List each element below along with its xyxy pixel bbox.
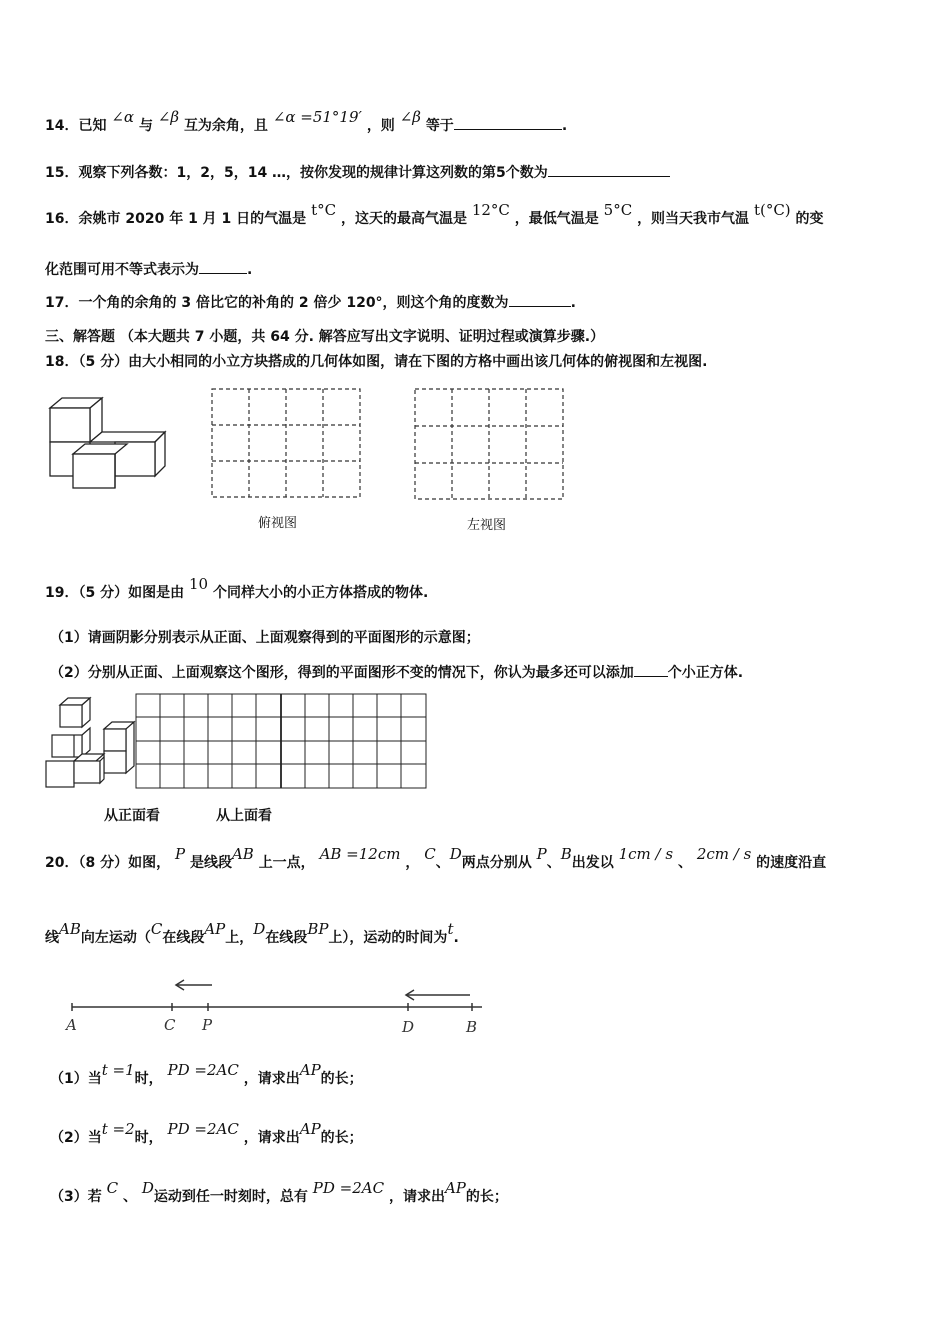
q20-s3-text-d: ，请求出: [388, 1189, 445, 1205]
question-17: [45, 292, 576, 313]
q20-s1-text-c: ，请求出: [243, 1071, 300, 1087]
q14-beta2: ∠β: [399, 108, 421, 126]
q20-s3-text-c: 运动到任一时刻时，总有: [153, 1189, 308, 1205]
question-20-part3: [50, 1179, 508, 1207]
q20-speed-2: 2cm / s: [696, 845, 752, 863]
section-3-title: 三、解答题 （本大题共 7 小题，共 64 分. 解答应写出文字说明、证明过程或演算步骤.）: [45, 329, 605, 345]
q20-s2-AP: AP: [299, 1120, 321, 1138]
q20-s3-D: D: [141, 1179, 154, 1197]
q20-label-B: B: [466, 1018, 478, 1036]
question-14: [45, 108, 568, 136]
q16-text-a: 16．余姚市 2020 年 1 月 1 日的气温是: [45, 211, 307, 227]
q18-left-view-grid: [413, 387, 567, 503]
q20-s3-text-e: 的长；: [465, 1189, 508, 1205]
q20-s2-equation: PD =2AC: [167, 1120, 239, 1138]
q20-text-i: 、: [677, 855, 692, 871]
q16-text-d: ，则当天我市气温: [637, 211, 750, 227]
q20-P2: P: [536, 845, 547, 863]
q14-text-c: 互为余角，且: [183, 118, 268, 134]
q20-text-d: ，: [405, 855, 420, 871]
q20-s1-text-d: 的长；: [320, 1071, 363, 1087]
q20-C: C: [424, 845, 436, 863]
q14-beta: ∠β: [157, 108, 180, 126]
q20-text-b: 是线段: [189, 855, 232, 871]
q20-D: D: [449, 845, 462, 863]
q20-AB: AB: [231, 845, 254, 863]
q19-count: 10: [188, 575, 209, 593]
q14-equation: ∠α =51°19′: [272, 108, 362, 126]
q16-line2-text: 化范围可用不等式表示为: [45, 262, 199, 278]
q14-end: .: [561, 118, 568, 134]
q20-text-g: 、: [546, 855, 561, 871]
question-20-part1: [50, 1061, 363, 1089]
question-20-line2: [45, 920, 459, 948]
q16-text-c: ，最低气温是: [514, 211, 599, 227]
q20-l2-text-d: 上，: [225, 930, 254, 946]
q14-text-b: 与: [138, 118, 153, 134]
q14-text-a: 已知: [78, 118, 107, 134]
q20-line-diagram: [60, 975, 490, 1040]
q19-p2-text-b: 个小正方体.: [667, 665, 744, 681]
q20-s3-text-b: 、: [122, 1189, 137, 1205]
q18-top-view-grid: [210, 387, 364, 501]
q16-answer-blank: [199, 259, 247, 274]
q20-text-c: 上一点，: [258, 855, 315, 871]
q20-speed-1: 1cm / s: [618, 845, 674, 863]
q20-l2-C: C: [150, 920, 163, 938]
question-16-line2: [45, 259, 252, 280]
q16-end: .: [247, 262, 253, 278]
q16-t-paren-celsius: t(°C): [753, 201, 791, 219]
q20-label-P: P: [202, 1016, 213, 1034]
q17-text: 17．一个角的余角的 3 倍比它的补角的 2 倍少 120°，则这个角的度数为: [45, 295, 509, 311]
q20-text-e: 、: [435, 855, 450, 871]
q14-answer-blank: [454, 115, 562, 130]
question-19-part2: [50, 662, 743, 683]
q20-l2-text-g: .: [453, 930, 459, 946]
q15-answer-blank: [548, 162, 670, 177]
q18-cube-figure: [45, 392, 170, 492]
q20-text-a: 20．（8 分）如图，: [45, 855, 171, 871]
q19-front-view-caption: 从正面看: [104, 808, 160, 824]
q20-s2-text-d: 的长；: [320, 1130, 363, 1146]
q20-label-D: D: [402, 1018, 415, 1036]
q16-t-celsius: t°C: [311, 201, 337, 219]
q20-B: B: [560, 845, 572, 863]
q20-s3-equation: PD =2AC: [312, 1179, 385, 1197]
q20-l2-text-c: 在线段: [162, 930, 205, 946]
q18-left-view-caption: 左视图: [467, 518, 507, 533]
q20-s3-C: C: [106, 1179, 119, 1197]
q17-answer-blank: [509, 292, 571, 307]
q16-high-temp: 12°C: [471, 201, 510, 219]
question-16: [45, 201, 824, 229]
q20-l2-text-f: 上），运动的时间为: [328, 930, 448, 946]
question-15: [45, 162, 670, 183]
q20-s1-text-b: 时，: [134, 1071, 163, 1087]
q20-s3-AP: AP: [444, 1179, 466, 1197]
q19-p2-text-a: （2）分别从正面、上面观察这个图形，得到的平面图形不变的情况下，你认为最多还可以添加: [50, 665, 634, 681]
q20-AB-length: AB =12cm: [319, 845, 401, 863]
q20-s1-equation: PD =2AC: [167, 1061, 239, 1079]
q20-l2-BP: BP: [307, 920, 329, 938]
question-20: [45, 845, 827, 873]
q20-s2-t: t =2: [101, 1120, 135, 1138]
q20-l2-text-e: 在线段: [265, 930, 308, 946]
q20-s2-text-c: ，请求出: [243, 1130, 300, 1146]
q20-s1-AP: AP: [299, 1061, 321, 1079]
q19-answer-blank: [634, 662, 668, 677]
q20-s2-text-b: 时，: [134, 1130, 163, 1146]
q20-text-h: 出发以: [571, 855, 614, 871]
q20-P: P: [174, 845, 186, 863]
q20-s1-text-a: （1）当: [50, 1071, 102, 1087]
q20-text-f: 两点分别从: [461, 855, 532, 871]
q19-answer-grid: [135, 693, 429, 790]
q19-cube-figure: [42, 695, 137, 792]
q16-text-b: ，这天的最高气温是: [340, 211, 467, 227]
q17-end: .: [570, 295, 576, 311]
q20-l2-text-b: 向左运动（: [80, 930, 151, 946]
q15-text: 15．观察下列各数：1，2，5，14 …，按你发现的规律计算这列数的第5个数为: [45, 165, 548, 181]
question-20-part2: [50, 1120, 363, 1148]
q16-low-temp: 5°C: [603, 201, 633, 219]
q16-text-e: 的变: [795, 211, 824, 227]
q20-l2-t: t: [447, 920, 454, 938]
q20-l2-text-a: 线: [45, 930, 59, 946]
q20-l2-AB: AB: [59, 920, 81, 938]
q14-number: 14．: [45, 118, 79, 134]
q20-s1-t: t =1: [101, 1061, 135, 1079]
question-18: 18．（5 分）由大小相同的小立方块搭成的几何体如图，请在下图的方格中画出该几何体的俯视图和左视图.: [45, 354, 708, 370]
question-19-part1: （1）请画阴影分别表示从正面、上面观察得到的平面图形的示意图；: [50, 630, 480, 646]
q20-s3-text-a: （3）若: [50, 1189, 102, 1205]
q14-text-d: ，则: [366, 118, 395, 134]
q20-s2-text-a: （2）当: [50, 1130, 102, 1146]
q19-text-b: 个同样大小的小正方体搭成的物体.: [212, 585, 429, 601]
q19-text-a: 19．（5 分）如图是由: [45, 585, 185, 601]
question-19: [45, 575, 429, 603]
q20-label-C: C: [164, 1016, 176, 1034]
q19-top-view-caption: 从上面看: [216, 808, 272, 824]
q20-text-j: 的速度沿直: [756, 855, 827, 871]
q18-top-view-caption: 俯视图: [258, 516, 298, 531]
q20-l2-D: D: [253, 920, 266, 938]
q20-l2-AP: AP: [204, 920, 226, 938]
q14-alpha: ∠α: [111, 108, 135, 126]
q20-label-A: A: [66, 1016, 77, 1034]
q14-text-e: 等于: [425, 118, 454, 134]
